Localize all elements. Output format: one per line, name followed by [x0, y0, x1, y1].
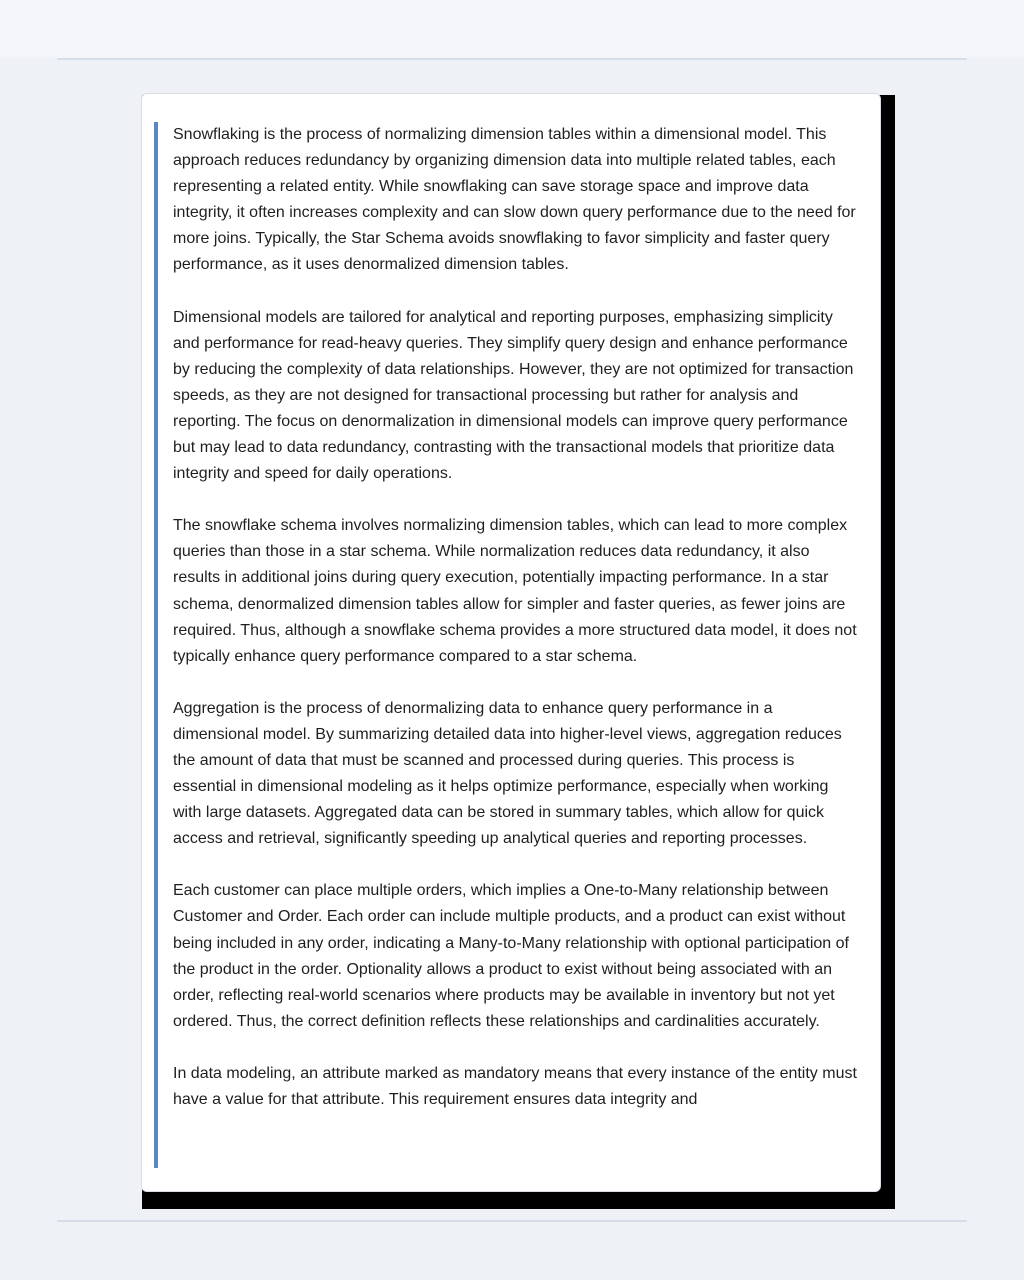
- content-card: [141, 93, 881, 1192]
- paragraph-snowflake-schema: The snowflake schema involves normalizing dimension tables, which can lead to more complex queries than those in a star schema. While normalization reduces data redundancy, it also results in additional joins during query execution, potentially impacting performance. In a star schema, denormalized dimension tables allow for simpler and faster queries, as fewer joins are required. Thus, although a snowflake schema provides a more structured data model, it does not typically enhance query performance compared to a star schema.: [173, 517, 857, 665]
- paragraph-mandatory-attribute: In data modeling, an attribute marked as mandatory means that every instance of the entity must have a value for that attribute. This requirement ensures data integrity and: [173, 1064, 857, 1108]
- top-divider: [57, 58, 967, 60]
- bottom-divider: [57, 1220, 967, 1222]
- paragraph-aggregation: Aggregation is the process of denormalizing data to enhance query performance in a dimensional model. By summarizing detailed data into higher-level views, aggregation reduces the amount of data that must be scanned and processed during queries. This process is essential in dimensional modeling as it helps optimize performance, especially when working with large datasets. Aggregated data can be stored in summary tables, which allow for quick access and retrieval, significantly speeding up analytical queries and reporting processes.: [173, 699, 842, 848]
- paragraph-customer-order: Each customer can place multiple orders, which implies a One-to-Many relationship between Customer and Order. Each order can include multiple products, and a product can exist without being included in any order, indicating a Many-to-Many relationship with optional participation of the product in the order. Optionality allows a product to exist without being associated with an order, reflecting real-world scenarios where products may be available in inventory but not yet ordered. Thus, the correct definition reflects these relationships and cardinalities accurately.: [173, 882, 849, 1030]
- paragraph-dimensional-models: Dimensional models are tailored for analytical and reporting purposes, emphasizing simplicity and performance for read-heavy queries. They simplify query design and enhance performance by reducing the complexity of data relationships. However, they are not optimized for transaction speeds, as they are not designed for transactional processing but rather for analysis and reporting. The focus on denormalization in dimensional models can improve query performance but may lead to data redundancy, contrasting with the transactional models that prioritize data integrity and speed for daily operations.: [173, 308, 854, 483]
- explanation-blockquote[interactable]: [154, 122, 860, 1168]
- top-band: [0, 0, 1024, 58]
- paragraph-snowflaking: Snowflaking is the process of normalizing dimension tables within a dimensional model. This approach reduces redundancy by organizing dimension data into multiple related tables, each representing a related entity. While snowflaking can save storage space and improve data integrity, it often increases complexity and can slow down query performance due to the need for more joins. Typically, the Star Schema avoids snowflaking to favor simplicity and faster query performance, as it uses denormalized dimension tables.: [173, 126, 856, 274]
